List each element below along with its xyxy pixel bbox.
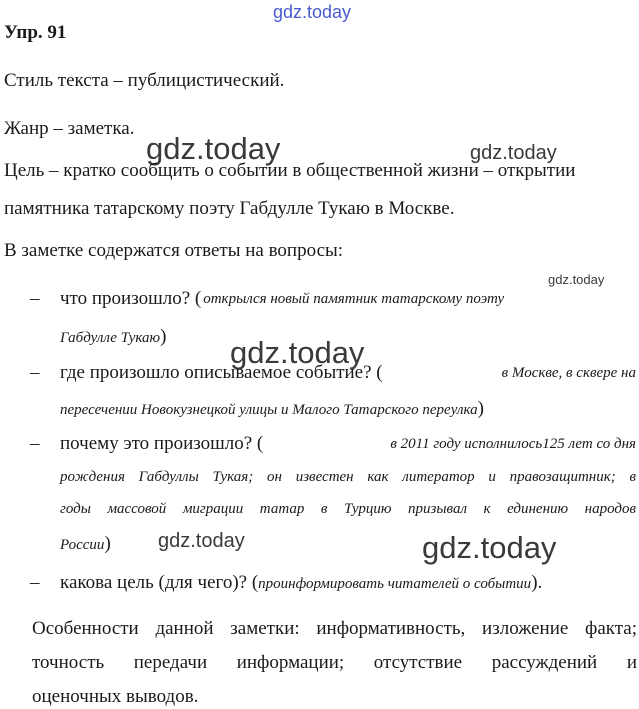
item-line — [60, 362, 636, 384]
item-line — [60, 572, 636, 594]
watermark: gdz.today — [158, 530, 245, 552]
item-line — [60, 530, 636, 555]
goal-line: памятника татарскому поэту Габдулле Тукаю в Москве. — [4, 198, 455, 219]
item-answer-text: рождения Габдуллы Тукая; он известен как литератор и правозащитник; в — [60, 469, 636, 485]
item-answer-text: Габдулле Тукаю — [60, 330, 161, 346]
item-line — [60, 433, 636, 455]
style-line: Стиль текста – публицистический. — [4, 70, 285, 91]
item-answer-text: в 2011 году исполнилось125 лет со дня — [390, 436, 636, 452]
item-answer-text: проинформировать читателей о событии — [258, 576, 532, 592]
list-dash: – — [30, 362, 40, 383]
item-answer-text: открылся новый памятник татарскому поэту — [203, 291, 505, 307]
genre-line: Жанр – заметка. — [4, 118, 135, 139]
features-text: точность передачи информации; отсутствие рассуждений и — [32, 652, 637, 673]
item-line — [60, 398, 636, 420]
list-dash: – — [30, 288, 40, 309]
exercise-title: Упр. 91 — [4, 22, 67, 43]
item-answer-text: годы массовой миграции татар в Турцию призывал к единению народов — [60, 501, 636, 517]
item-answer-text: в Москве, в сквере на — [501, 365, 636, 381]
item-close: ) — [477, 398, 484, 419]
item-question: где произошло описываемое событие? ( — [60, 362, 383, 383]
list-dash: – — [30, 572, 40, 593]
item-answer — [203, 288, 636, 310]
features-line — [32, 618, 637, 640]
watermark: gdz.today — [230, 335, 365, 370]
item-close: ). — [531, 572, 543, 593]
watermark: gdz.today — [548, 272, 605, 287]
features-text: оценочных выводов. — [32, 686, 199, 707]
item-question: что произошло? ( — [60, 288, 202, 309]
intro-line: В заметке содержатся ответы на вопросы: — [4, 240, 344, 261]
item-line — [60, 501, 636, 518]
watermark: gdz.today — [273, 2, 352, 22]
features-line — [32, 652, 637, 674]
item-line — [60, 326, 636, 348]
features-text: Особенности данной заметки: информативность, изложение факта; — [32, 618, 637, 639]
goal-line: Цель – кратко сообщить о событии в общественной жизни – открытии — [4, 160, 576, 181]
item-answer-text: пересечении Новокузнецкой улицы и Малого Татарского переулка — [60, 402, 478, 418]
watermark: gdz.today — [470, 142, 557, 164]
watermark: gdz.today — [422, 530, 557, 565]
item-close: ) — [160, 326, 167, 347]
item-answer-text: России — [60, 537, 105, 553]
item-line — [60, 288, 636, 310]
item-question: почему это произошло? ( — [60, 433, 264, 454]
item-line — [60, 469, 636, 486]
features-line — [32, 686, 637, 708]
item-close: ) — [104, 533, 111, 554]
watermark: gdz.today — [146, 131, 281, 166]
item-question: какова цель (для чего)? ( — [60, 572, 259, 593]
list-dash: – — [30, 433, 40, 454]
